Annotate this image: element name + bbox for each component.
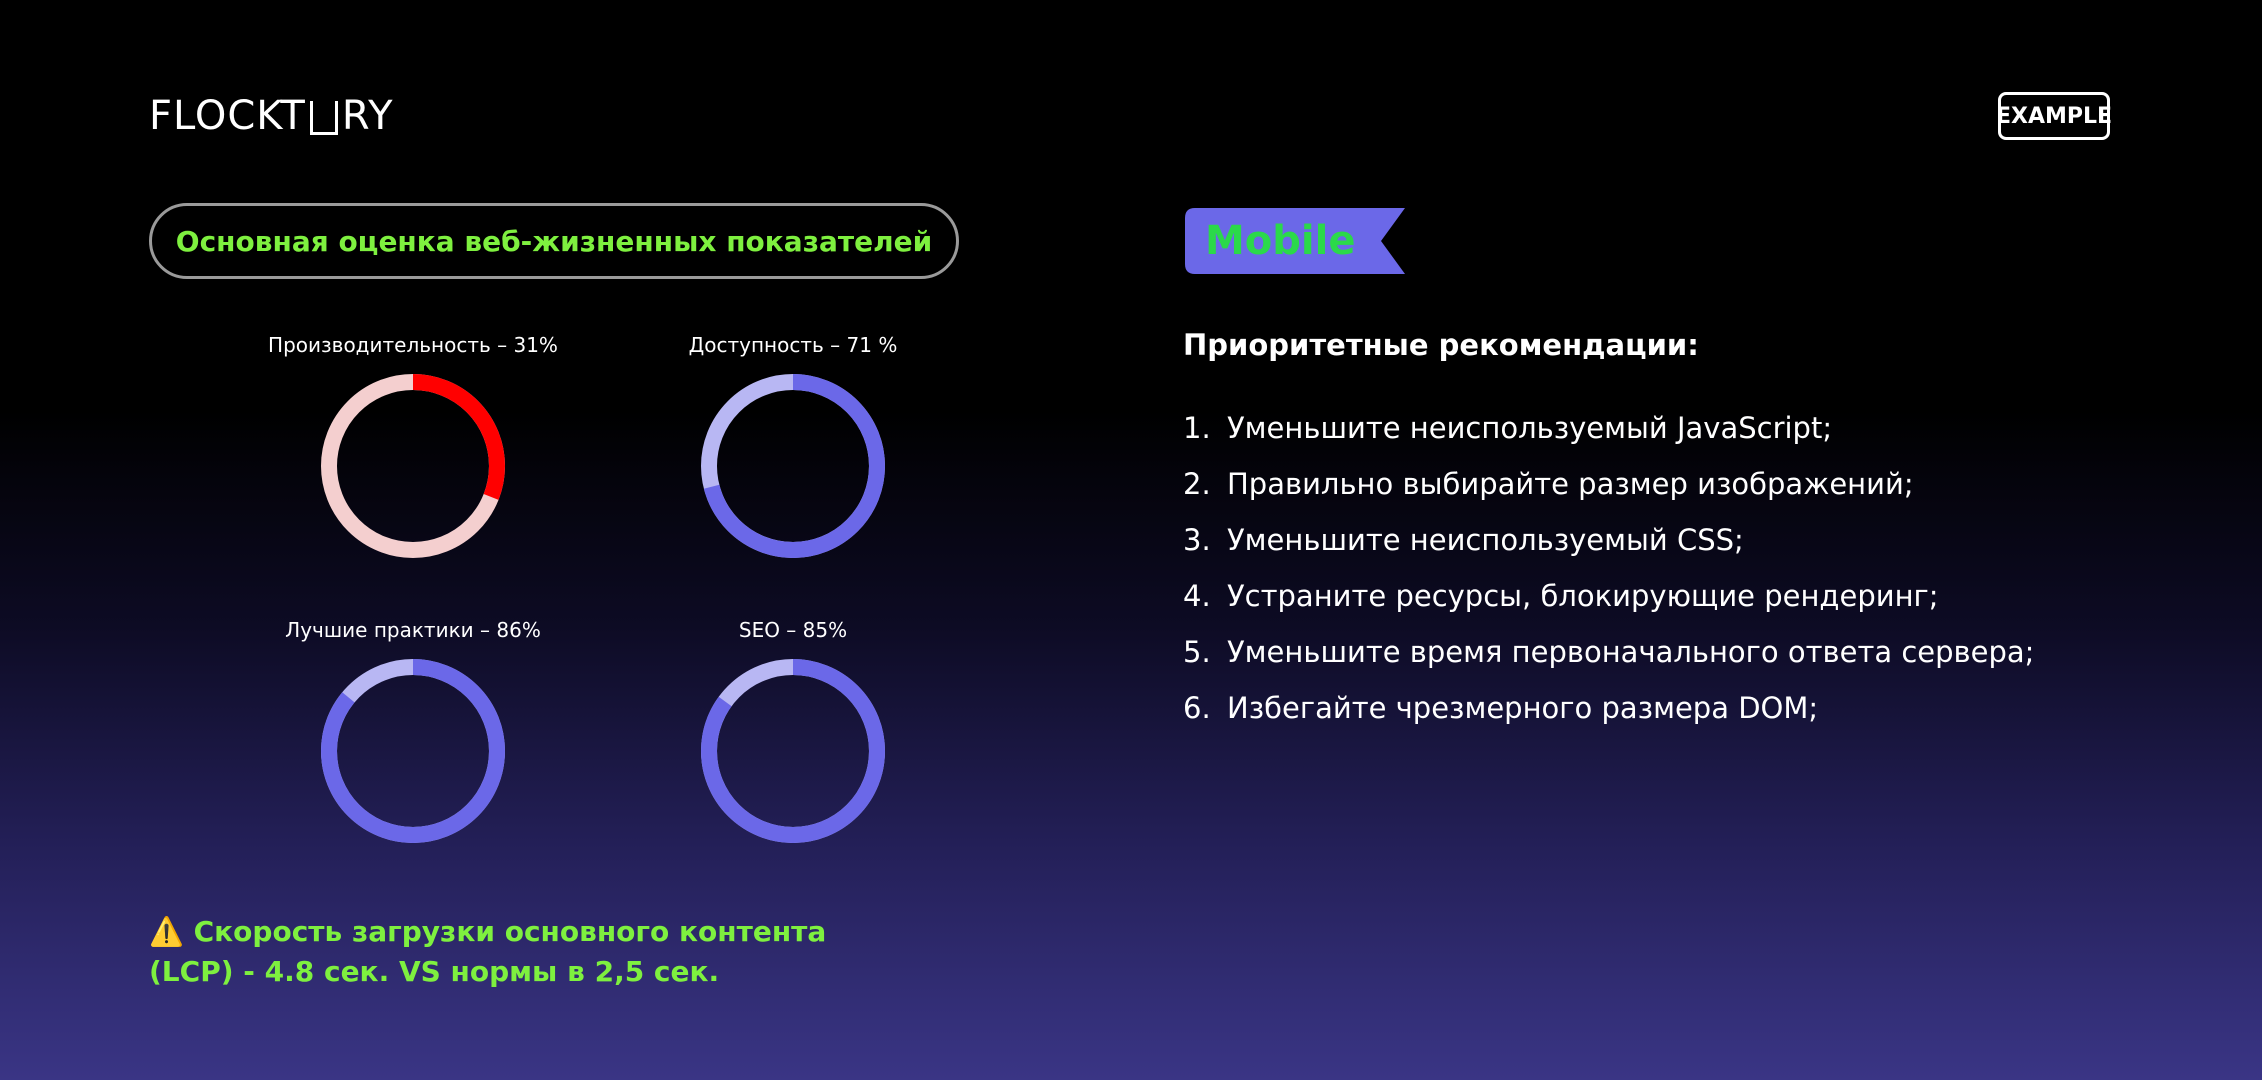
donut-chart xyxy=(313,651,513,851)
platform-label: Mobile xyxy=(1205,218,1356,264)
donut-chart xyxy=(693,651,893,851)
list-item xyxy=(1183,400,2083,456)
list-item xyxy=(1183,680,2083,736)
recommendations-title: Приоритетные рекомендации: xyxy=(1183,328,1699,362)
warning-line-2: (LCP) - 4.8 сек. VS нормы в 2,5 сек. xyxy=(149,955,720,988)
list-item-text: Уменьшите время первоначального ответа сервера; xyxy=(1227,635,2035,669)
gauge-performance xyxy=(253,330,573,566)
list-item xyxy=(1183,512,2083,568)
list-item-number: 5. xyxy=(1183,635,1211,669)
gauge-label: Лучшие практики – 86% xyxy=(285,618,541,642)
mobile-platform-tag xyxy=(1185,208,1405,274)
list-item-number: 2. xyxy=(1183,467,1211,501)
list-item-number: 4. xyxy=(1183,579,1211,613)
list-item xyxy=(1183,456,2083,512)
warning-line-1: Скорость загрузки основного контента xyxy=(193,915,827,948)
logo-box-glyph xyxy=(310,101,338,135)
list-item-text: Уменьшите неиспользуемый JavaScript; xyxy=(1227,411,1833,445)
gauge-accessibility xyxy=(633,330,953,566)
gauge-seo xyxy=(633,615,953,851)
warning-icon: ⚠️ xyxy=(149,915,184,948)
list-item-text: Избегайте чрезмерного размера DOM; xyxy=(1227,691,1819,725)
gauge-label: SEO – 85% xyxy=(738,618,848,642)
donut-chart xyxy=(313,366,513,566)
lcp-warning xyxy=(149,912,909,992)
score-title: Основная оценка веб-жизненных показателей xyxy=(149,203,959,279)
gauge-label: Доступность – 71 % xyxy=(688,333,898,357)
flocktory-logo xyxy=(149,92,394,140)
logo-text-right: RY xyxy=(341,93,394,139)
list-item-text: Уменьшите неиспользуемый CSS; xyxy=(1227,523,1744,557)
list-item-text: Правильно выбирайте размер изображений; xyxy=(1227,467,1914,501)
list-item-number: 6. xyxy=(1183,691,1211,725)
list-item-number: 3. xyxy=(1183,523,1211,557)
list-item-number: 1. xyxy=(1183,411,1211,445)
list-item-text: Устраните ресурсы, блокирующие рендеринг; xyxy=(1227,579,1939,613)
gauge-best-practices xyxy=(253,615,573,851)
donut-chart xyxy=(693,366,893,566)
list-item xyxy=(1183,568,2083,624)
recommendations-list xyxy=(1183,400,2083,736)
logo-text-left: FLOCKT xyxy=(149,93,306,139)
gauge-label: Производительность – 31% xyxy=(268,333,558,357)
partner-logo: EXAMPLE xyxy=(1998,92,2110,140)
list-item xyxy=(1183,624,2083,680)
